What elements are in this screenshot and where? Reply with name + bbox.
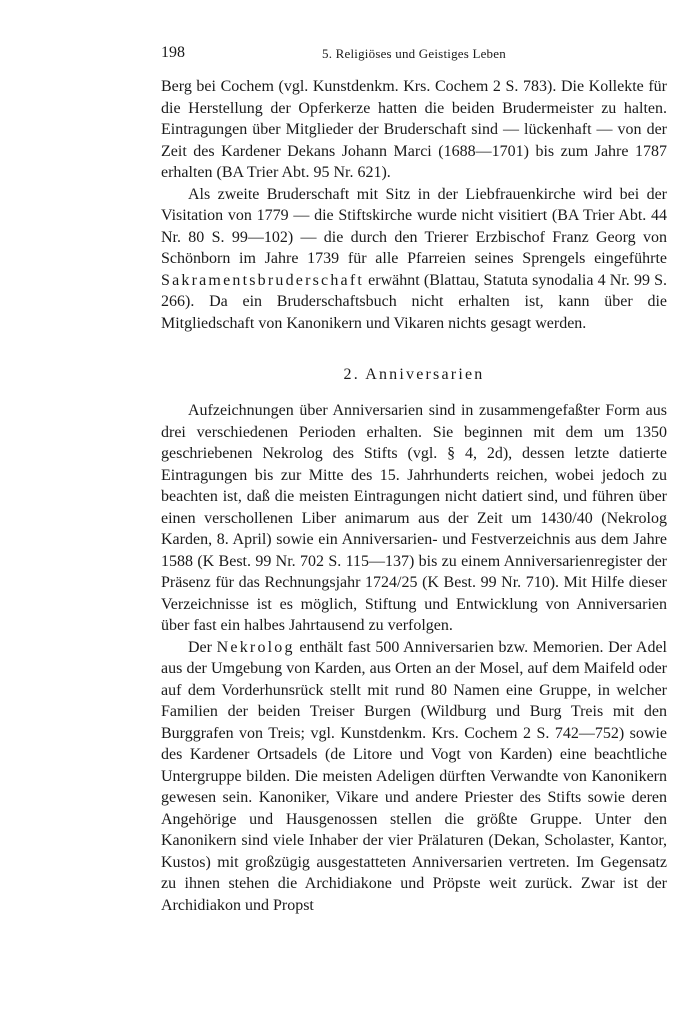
- section-heading: 2. Anniversarien: [343, 366, 485, 383]
- paragraph-bruderschaft-continued: Berg bei Cochem (vgl. Kunstdenkm. Krs. Cochem 2 S. 783). Die Kollekte für die Herstellung der Opferkerze hatten die beiden Brudermeister zu halten. Eintragungen über Mitglieder der Bruderschaft sind — lückenhaft — von der Zeit des Kardener Dekans Johann Marci (1688—1701) bis zum Jahre 1787 erhalten (BA Trier Abt. 95 Nr. 621).: [161, 78, 667, 181]
- running-head: [161, 44, 667, 66]
- spaced-term: Nekrolog: [216, 638, 295, 656]
- text-run: enthält fast 500 Anniversarien bzw. Memorien. Der Adel aus der Umgebung von Karden, aus Orten an der Mosel, auf dem Maifeld oder auf dem Vorderhunsrück stellt mit rund 80 Namen eine Gruppe, in welcher Familien der beiden Treiser Burgen (Wildburg und Burg Treis mit den Burggrafen von Treis; vgl. Kunstdenkm. Krs. Cochem 2 S. 742—752) sowie des Kardener Ortsadels (de Litore und Vogt von Karden) eine beachtliche Untergruppe bilden. Die meisten Adeligen dürften Verwandte von Kanonikern gewesen sein. Kanoniker, Vikare und andere Priester des Stifts sowie deren Angehörige und Hausgenossen stellen die größte Gruppe. Unter den Kanonikern sind viele Inhaber der vier Prälaturen (Dekan, Scholaster, Kantor, Kustos) mit großzügig ausgestatteten Anniversarien vertreten. Im Gegensatz zu ihnen stehen die Archidiakone und Pröpste weit zurück. Zwar ist der Archidiakon und Propst: [161, 638, 668, 914]
- text-run: erwähnt (Blattau, Statuta synodalia 4 Nr. 99 S. 266). Da ein Bruderschaftsbuch nicht erhalten ist, kann über die Mitgliedschaft von Kanonikern und Vikaren nichts gesagt werden.: [161, 271, 667, 332]
- paragraph-nekrolog: [161, 637, 667, 917]
- spaced-term: Sakramentsbruderschaft: [161, 271, 365, 289]
- bottom-text-block: [161, 400, 667, 916]
- text-run: Als zweite Bruderschaft mit Sitz in der Liebfrauenkirche wird bei der Visitation von 1779 — die Stiftskirche wurde nicht visitiert (BA Trier Abt. 44 Nr. 80 S. 99—102) — die durch den Trierer Erzbischof Franz Georg von Schönborn im Jahre 1739 für alle Pfarreien seines Sprengels eingeführte: [161, 185, 667, 267]
- paragraph-anniversarien-intro: Aufzeichnungen über Anniversarien sind in zusammengefaßter Form aus drei verschiedenen Perioden erhalten. Sie beginnen mit dem um 1350 geschriebenen Nekrolog des Stifts (vgl. § 4, 2d), dessen letzte datierte Eintragungen bis zur Mitte des 15. Jahrhunderts reichen, wobei jedoch zu beachten ist, daß die meisten Eintragungen nicht datiert sind, und führen über einen verschollenen Liber animarum aus der Zeit um 1430/40 (Nekrolog Karden, 8. April) sowie ein Anniversarien- und Festverzeichnis aus dem Jahre 1588 (K Best. 99 Nr. 702 S. 115—137) bis zu einem Anniversarienregister der Präsenz für das Rechnungsjahr 1724/25 (K Best. 99 Nr. 710). Mit Hilfe dieser Verzeichnisse ist es möglich, Stiftung und Entwicklung von Anniversarien über fast ein halbes Jahrtausend zu verfolgen.: [161, 402, 667, 634]
- text-run: Der: [188, 638, 217, 656]
- top-text-block: [161, 76, 667, 334]
- page-number: 198: [161, 44, 185, 61]
- paragraph-sakramentsbruderschaft: [161, 184, 667, 335]
- running-title: 5. Religiöses und Geistiges Leben: [322, 46, 506, 61]
